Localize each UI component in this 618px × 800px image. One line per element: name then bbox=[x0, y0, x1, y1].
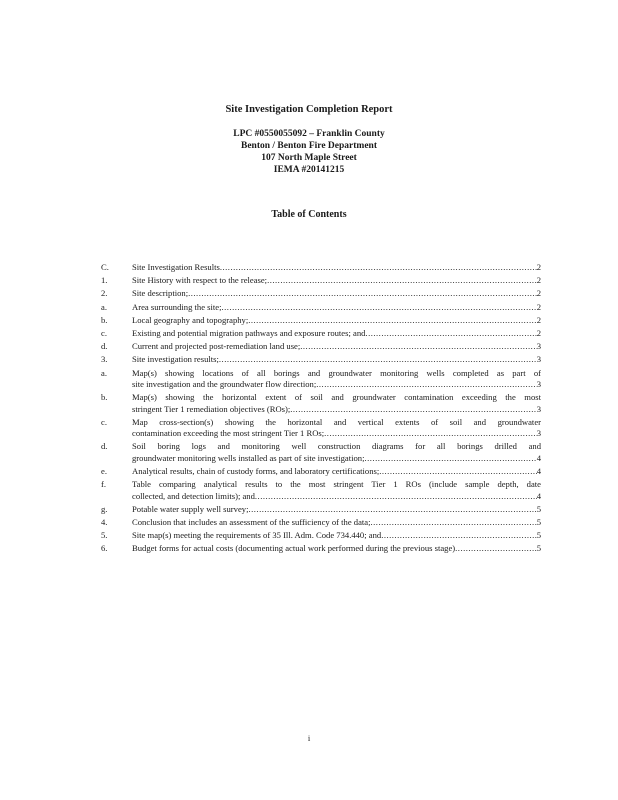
toc-entry bbox=[101, 530, 541, 541]
leader-dots bbox=[381, 530, 537, 541]
toc-entry-label: e. bbox=[101, 466, 107, 477]
toc-heading: Table of Contents bbox=[271, 209, 347, 220]
toc-entry bbox=[101, 262, 541, 273]
toc-entry-text-line2: stringent Tier 1 remediation objectives (ROs); bbox=[132, 403, 291, 414]
leader-dots bbox=[248, 504, 536, 515]
toc-entry-text-line1: Table comparing analytical results to the most stringent Tier 1 ROs (include sample depth, date bbox=[132, 479, 541, 490]
toc-entry-body bbox=[132, 392, 541, 415]
leader-dots bbox=[364, 453, 536, 464]
toc-entry-body bbox=[132, 302, 541, 313]
toc-entry-body bbox=[132, 479, 541, 502]
leader-dots bbox=[267, 275, 537, 286]
toc-entry bbox=[101, 392, 541, 415]
toc-entry-label: d. bbox=[101, 341, 108, 352]
toc-entry bbox=[101, 479, 541, 502]
toc-entry-text: Existing and potential migration pathways and exposure routes; and bbox=[132, 328, 366, 339]
toc-entry-body bbox=[132, 504, 541, 515]
toc-entry-text-line1: Map cross-section(s) showing the horizontal and vertical extents of soil and groundwater bbox=[132, 416, 541, 427]
toc-entry-body bbox=[132, 328, 541, 339]
leader-dots bbox=[248, 315, 536, 326]
leader-dots bbox=[365, 328, 536, 339]
toc-entry-page: 3 bbox=[536, 403, 541, 414]
leader-dots bbox=[290, 404, 536, 415]
toc-entry-page: 2 bbox=[536, 328, 541, 339]
toc-entry-text: Site Investigation Results bbox=[132, 262, 220, 272]
toc-entry-page: 4 bbox=[536, 452, 541, 463]
toc-entry-text-line1: Map(s) showing the horizontal extent of soil and groundwater contamination exceeding the most bbox=[132, 392, 541, 403]
toc-entry-text: Area surrounding the site; bbox=[132, 301, 222, 312]
toc-entry-body bbox=[132, 368, 541, 391]
toc-entry bbox=[101, 543, 541, 554]
toc-entry-page: 3 bbox=[536, 354, 541, 365]
toc-entry-label: 1. bbox=[101, 275, 108, 286]
toc-entry-text-line2: collected, and detection limits); and bbox=[132, 490, 255, 501]
toc-entry-page: 3 bbox=[536, 341, 541, 352]
leader-dots bbox=[379, 466, 536, 477]
leader-dots bbox=[371, 517, 537, 528]
toc-entry-text: Budget forms for actual costs (documenting actual work performed during the previous stage) bbox=[132, 543, 456, 554]
toc-entry-text: Current and projected post-remediation land use; bbox=[132, 341, 301, 352]
toc-entry bbox=[101, 441, 541, 464]
toc-entry-text: Site History with respect to the release; bbox=[132, 275, 268, 286]
leader-dots bbox=[455, 543, 537, 554]
toc-entry-label: c. bbox=[101, 416, 107, 427]
toc-entry-text: Analytical results, chain of custody forms, and laboratory certifications; bbox=[132, 466, 380, 477]
iema-number: IEMA #20141215 bbox=[273, 165, 345, 175]
leader-dots bbox=[222, 302, 537, 313]
toc-entry bbox=[101, 315, 541, 326]
toc-entry-text: Site investigation results; bbox=[132, 354, 219, 365]
site-address: 107 North Maple Street bbox=[261, 153, 357, 163]
toc-entry-page: 2 bbox=[536, 288, 541, 299]
toc-entry-page: 4 bbox=[536, 490, 541, 501]
toc-entry-body bbox=[132, 417, 541, 440]
toc-entry-page: 4 bbox=[536, 466, 541, 477]
site-location: Benton / Benton Fire Department bbox=[241, 141, 377, 151]
toc-entry bbox=[101, 368, 541, 391]
toc-entry bbox=[101, 341, 541, 352]
toc-entry-label: a. bbox=[101, 367, 107, 378]
toc-entry-page: 2 bbox=[536, 262, 541, 272]
toc-entry-label: 6. bbox=[101, 543, 108, 554]
toc-entry-body bbox=[132, 517, 541, 528]
toc-entry bbox=[101, 504, 541, 515]
leader-dots bbox=[300, 341, 536, 352]
toc-entry-label: d. bbox=[101, 441, 108, 452]
toc-entry bbox=[101, 328, 541, 339]
toc-entry bbox=[101, 517, 541, 528]
toc-entry-text: Conclusion that includes an assessment of the sufficiency of the data; bbox=[132, 517, 371, 528]
toc-entry-text-line2: site investigation and the groundwater flow direction; bbox=[132, 379, 317, 390]
toc-entry-page: 5 bbox=[536, 517, 541, 528]
toc-entry-text-line1: Soil boring logs and monitoring well construction diagrams for all borings drilled and bbox=[132, 441, 541, 452]
leader-dots bbox=[188, 288, 537, 299]
toc-entry bbox=[101, 288, 541, 299]
toc-entry-page: 5 bbox=[536, 503, 541, 514]
toc-entry-text-line2: contamination exceeding the most stringent Tier 1 ROs; bbox=[132, 428, 325, 439]
toc-entry bbox=[101, 417, 541, 440]
toc-entry-label: b. bbox=[101, 314, 108, 325]
toc-entry-text-line2: groundwater monitoring wells installed as part of site investigation; bbox=[132, 452, 365, 463]
toc-entry-text: Site description; bbox=[132, 288, 189, 299]
toc-entry-page: 2 bbox=[536, 301, 541, 312]
toc-entry-page: 2 bbox=[536, 275, 541, 286]
leader-dots bbox=[324, 428, 537, 439]
toc-entry-body bbox=[132, 341, 541, 352]
toc-entry-label: 2. bbox=[101, 288, 108, 299]
toc-entry-label: g. bbox=[101, 503, 108, 514]
toc-entry-text: Site map(s) meeting the requirements of 35 Ill. Adm. Code 734.440; and bbox=[132, 530, 382, 541]
toc-entry-body bbox=[132, 466, 541, 477]
toc-entry-page: 3 bbox=[536, 428, 541, 439]
report-title: Site Investigation Completion Report bbox=[225, 104, 393, 115]
leader-dots bbox=[220, 262, 537, 273]
toc-entry-body bbox=[132, 441, 541, 464]
toc-entry-label: a. bbox=[101, 301, 107, 312]
toc-entry bbox=[101, 302, 541, 313]
toc-entry-label: f. bbox=[101, 479, 107, 490]
leader-dots bbox=[219, 354, 537, 365]
toc-entry-label: 3. bbox=[101, 354, 108, 365]
toc-entry-page: 5 bbox=[536, 543, 541, 554]
toc-entry-page: 5 bbox=[536, 530, 541, 541]
leader-dots bbox=[255, 491, 537, 502]
toc-entry-label: b. bbox=[101, 392, 108, 403]
toc-entry bbox=[101, 466, 541, 477]
toc-entry-label: c. bbox=[101, 328, 107, 339]
toc-entry-text: Local geography and topography; bbox=[132, 314, 249, 325]
toc-entry-body bbox=[132, 354, 541, 365]
toc-entry-body bbox=[132, 315, 541, 326]
toc-entry-body bbox=[132, 543, 541, 554]
toc-entry-text: Potable water supply well survey; bbox=[132, 503, 249, 514]
lpc-number: LPC #0550055092 – Franklin County bbox=[233, 129, 385, 139]
toc-entry-page: 3 bbox=[536, 379, 541, 390]
toc-entry-label: 5. bbox=[101, 530, 108, 541]
page-number: i bbox=[307, 733, 311, 743]
toc-entry-label: C. bbox=[101, 262, 109, 272]
toc-entry-body bbox=[132, 530, 541, 541]
leader-dots bbox=[316, 379, 536, 390]
toc-entry-text-line1: Map(s) showing locations of all borings and groundwater monitoring wells completed as part of bbox=[132, 367, 541, 378]
toc-entry-label: 4. bbox=[101, 517, 108, 528]
toc-entry-page: 2 bbox=[536, 314, 541, 325]
toc-entry-body bbox=[132, 288, 541, 299]
toc-entry bbox=[101, 354, 541, 365]
toc-entry-body bbox=[132, 262, 541, 273]
toc-entry bbox=[101, 275, 541, 286]
toc-entry-body bbox=[132, 275, 541, 286]
table-of-contents bbox=[101, 262, 541, 557]
